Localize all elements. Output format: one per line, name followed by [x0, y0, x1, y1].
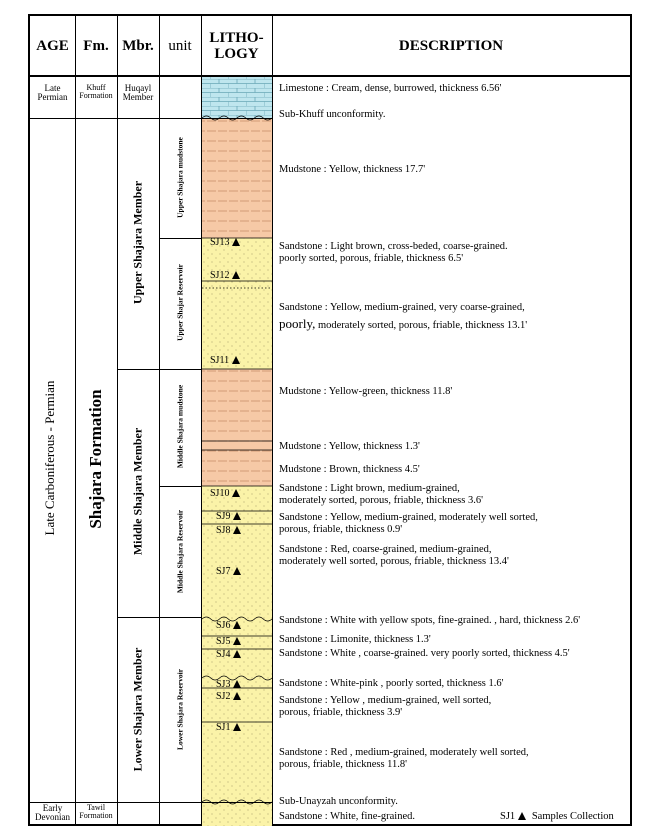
- triangle-icon: [232, 356, 240, 364]
- sample-sj9: SJ9: [216, 511, 241, 522]
- upper-sandstone-bed: [202, 238, 272, 369]
- header-unit: unit: [168, 37, 192, 54]
- triangle-icon: [232, 271, 240, 279]
- sample-sj6: SJ6: [216, 620, 241, 631]
- triangle-icon: [233, 723, 241, 731]
- sample-sj13: SJ13: [210, 237, 240, 248]
- desc-sandstone-white-coarse: Sandstone : White , coarse-grained. very poorly sorted, thickness 4.5': [279, 648, 570, 659]
- sample-sj10: SJ10: [210, 488, 240, 499]
- unit-upper-reservoir: Upper Shajar Reservoir: [175, 264, 185, 341]
- triangle-icon: [518, 812, 526, 820]
- member-lower-shajara: Lower Shajara Member: [130, 647, 145, 772]
- triangle-icon: [233, 526, 241, 534]
- sample-sj1: SJ1: [216, 722, 241, 733]
- header-member: Mbr.: [122, 37, 154, 54]
- unit-upper-mudstone: Upper Shajara mudstone: [175, 137, 185, 218]
- formation-khuff: Khuff Formation: [79, 83, 113, 101]
- formation-shajara: Shajara Formation: [86, 389, 105, 529]
- age-early-devonian: Early Devonian: [35, 803, 70, 823]
- sample-sj8: SJ8: [216, 525, 241, 536]
- desc-sandstone-red-medium: Sandstone : Red , medium-grained, moderately well sorted, porous, friable, thickness 11.8': [279, 747, 529, 771]
- sample-sj7: SJ7: [216, 566, 241, 577]
- unit-middle-reservoir: Middle Shajara Reservoir: [175, 509, 185, 594]
- age-late-permian: Late Permian: [37, 83, 68, 103]
- desc-mudstone-yellow-thin: Mudstone : Yellow, thickness 1.3': [279, 441, 420, 452]
- legend: SJ1 Samples Collection: [500, 811, 614, 822]
- desc-sandstone-yellow: Sandstone : Yellow, medium-grained, very coarse-grained, poorly, moderately sorted, porous, friable, thickness 13.1': [279, 302, 528, 332]
- triangle-icon: [233, 621, 241, 629]
- unit-middle-mudstone: Middle Shajara mudstone: [175, 384, 185, 469]
- sample-sj3: SJ3: [216, 679, 241, 690]
- desc-sandstone-red: Sandstone : Red, coarse-grained, medium-grained, moderately well sorted, porous, friable, thickness 13.4': [279, 544, 509, 568]
- desc-sandstone-white-fine: Sandstone : White, fine-grained.: [279, 811, 415, 822]
- member-huqayl: Huqayl Member: [122, 83, 154, 103]
- age-late-carboniferous-permian: Late Carboniferous - Permian: [42, 380, 57, 536]
- sample-sj12: SJ12: [210, 270, 240, 281]
- triangle-icon: [233, 512, 241, 520]
- member-middle-shajara: Middle Shajara Member: [130, 427, 145, 556]
- triangle-icon: [233, 692, 241, 700]
- desc-sub-unayzah: Sub-Unayzah unconformity.: [279, 796, 398, 807]
- triangle-icon: [233, 680, 241, 688]
- sample-sj5: SJ5: [216, 636, 241, 647]
- upper-mudstone-bed: [202, 118, 272, 238]
- desc-mudstone-brown: Mudstone : Brown, thickness 4.5': [279, 464, 420, 475]
- triangle-icon: [232, 238, 240, 246]
- sample-sj11: SJ11: [210, 355, 240, 366]
- desc-sandstone-white-pink: Sandstone : White-pink , poorly sorted, thickness 1.6': [279, 678, 504, 689]
- sample-sj2: SJ2: [216, 691, 241, 702]
- desc-mudstone-yellow-green: Mudstone : Yellow-green, thickness 11.8': [279, 386, 453, 397]
- sample-sj4: SJ4: [216, 649, 241, 660]
- triangle-icon: [232, 489, 240, 497]
- limestone-bed: [202, 76, 272, 118]
- desc-sandstone-yellow-well: Sandstone : Yellow , medium-grained, well sorted, porous, friable, thickness 3.9': [279, 695, 492, 719]
- middle-mudstone-bed: [202, 369, 272, 486]
- triangle-icon: [233, 637, 241, 645]
- unit-lower-reservoir: Lower Shajara Reservoir: [175, 668, 185, 751]
- desc-limestone: Limestone : Cream, dense, burrowed, thickness 6.56': [279, 83, 502, 94]
- triangle-icon: [233, 650, 241, 658]
- header-lithology: LITHO- LOGY: [209, 29, 264, 62]
- desc-sandstone-sj10: Sandstone : Light brown, medium-grained, moderately sorted, porous, friable, thickness 3.6': [279, 483, 483, 507]
- header-description: DESCRIPTION: [398, 37, 504, 54]
- stratigraphic-column: [28, 14, 632, 826]
- desc-mudstone-yellow: Mudstone : Yellow, thickness 17.7': [279, 164, 426, 175]
- desc-sandstone-sj9: Sandstone : Yellow, medium-grained, moderately well sorted, porous, friable, thickness 0.9': [279, 512, 538, 536]
- header-age: AGE: [36, 37, 69, 54]
- member-upper-shajara: Upper Shajara Member: [130, 180, 145, 305]
- desc-sandstone-white-spots: Sandstone : White with yellow spots, fine-grained. , hard, thickness 2.6': [279, 615, 581, 626]
- desc-sandstone-light-brown: Sandstone : Light brown, cross-beded, coarse-grained. poorly sorted, porous, friable, thickness 6.5': [279, 241, 508, 265]
- desc-sub-khuff: Sub-Khuff unconformity.: [279, 109, 386, 120]
- desc-sandstone-limonite: Sandstone : Limonite, thickness 1.3': [279, 634, 431, 645]
- triangle-icon: [233, 567, 241, 575]
- header-formation: Fm.: [83, 37, 109, 54]
- formation-tawil: Tawil Formation: [79, 803, 113, 821]
